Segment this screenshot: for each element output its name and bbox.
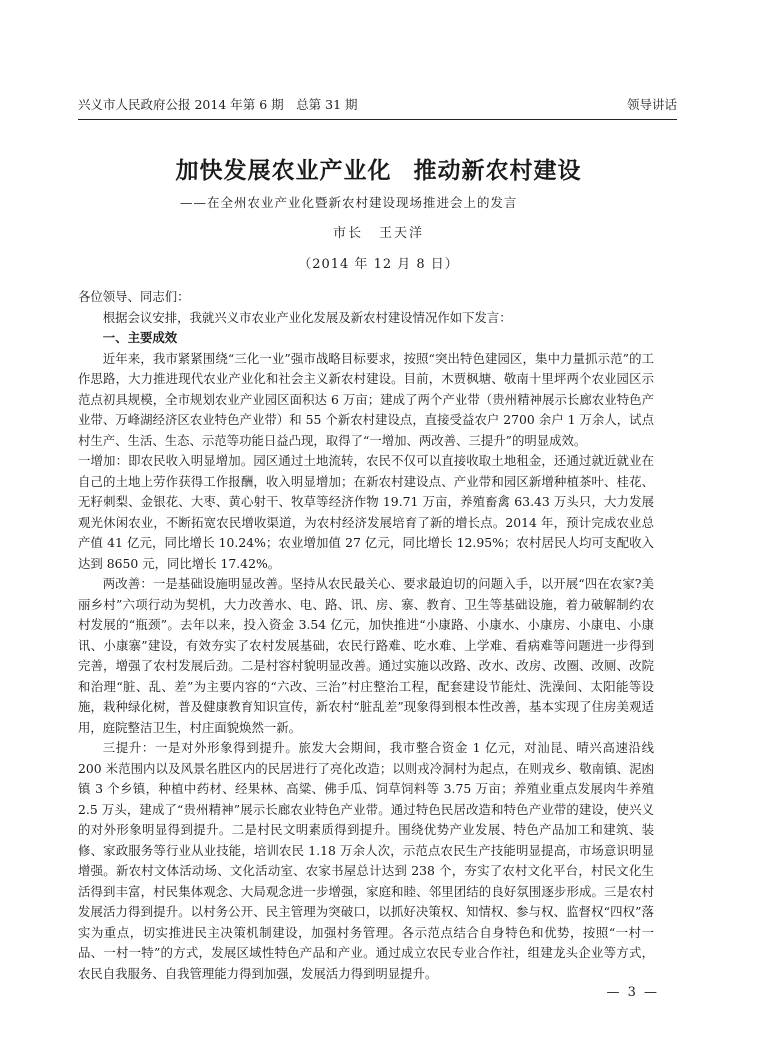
speech-date: （2014 年 12 月 8 日） — [298, 257, 459, 272]
running-header — [78, 94, 677, 114]
speaker — [0, 222, 757, 241]
header-rule — [78, 119, 677, 120]
speaker-name: 王天洋 — [379, 226, 425, 241]
intro-paragraph: 根据会议安排，我就兴义市农业产业化发展及新农村建设情况作如下发言： — [102, 309, 512, 325]
page-number: — 3 — — [606, 985, 659, 1000]
speaker-role: 市长 — [332, 226, 363, 241]
paragraph-income: 一增加：即农民收入明显增加。园区通过土地流转，农民不仅可以直接收取土地租金，还通过就近就业在自己的土地上劳作获得工作报酬，收入明显增加；在新农村建设点、产业带和园区新增种植茶叶、桂花、无籽刺梨、金银花、大枣、黄心射干、牧草等经济作物 19.71 万亩，养殖畜禽 63.43 万头只，大力发展观光休闲农业，不断拓宽农民增收渠道，为农村经济发展培育了新的增长点。2014 年，预计完成农业总产值 41 亿元，同比增长 10.24%；农业增加值 27 亿元，同比增长 12.95%；农村居民人均可支配收入达到 8650 元，同比增长 17.42%。 — [78, 453, 654, 571]
paragraph-overview: 近年来，我市紧紧围绕“三化一业”强市战略目标要求，按照“突出特色建园区，集中力量抓示范”的工作思路，大力推进现代农业产业化和社会主义新农村建设。目前，木贾枫塘、敬南十里坪两个农业园区示范点初具规模，全市规划农业产业园区面积达 6 万亩；建成了两个产业带（贵州精神展示长廊农业特色产业带、万峰湖经济区农业特色产业带）和 55 个新农村建设点，直接受益农户 2700 余户 1 万余人，试点村生产、生活、生态、示范等功能日益凸现，取得了“一增加、两改善、三提升”的明显成效。 — [78, 350, 654, 448]
paragraph-enhancements: 三提升：一是对外形象得到提升。旅发大会期间，我市整合资金 1 亿元，对汕昆、晴兴高速沿线 200 米范围内以及风景名胜区内的民居进行了亮化改造；以则戎冷洞村为起点，在则戎乡、敬南镇、泥凼镇 3 个乡镇，种植中药材、经果林、高粱、佛手瓜、饲草饲料等 3.75 万亩；养殖业重点发展肉牛养殖 2.5 万头，建成了“贵州精神”展示长廊农业特色产业带。通过特色民居改造和特色产业带的建设，使兴义的对外形象明显得到提升。二是村民文明素质得到提升。围绕优势产业发展、特色产品加工和建筑、装修、家政服务等行业从业技能，培训农民 1.18 万余人次，示范点农民生产技能明显提高，市场意识明显增强。新农村文体活动场、文化活动室、农家书屋总计达到 238 个，夯实了农村文化平台，村民文化生活得到丰富，村民集体观念、大局观念进一步增强，家庭和睦、邻里团结的良好氛围逐步形成。三是农村发展活力得到提升。以村务公开、民主管理为突破口，以抓好决策权、知情权、参与权、监督权“四权”落实为重点，切实推进民主决策机制建设，加强村务管理。各示范点结合自身特色和优势，按照“一村一品、一村一特”的方式，发展区域性特色产品和产业。通过成立农民专业合作社，组建龙头企业等方式，农民自我服务、自我管理能力得到加强，发展活力得到明显提升。 — [78, 740, 654, 981]
article-body — [78, 287, 654, 984]
title-part-2: 推动新农村建设 — [413, 158, 582, 184]
salutation: 各位领导、同志们： — [78, 289, 190, 304]
page-title — [0, 152, 757, 185]
paragraph-improvements: 两改善：一是基础设施明显改善。坚持从农民最关心、要求最迫切的问题入手，以开展“四在农家?美丽乡村”六项行动为契机，大力改善水、电、路、讯、房、寨、教育、卫生等基础设施，着力破解制约农村发展的“瓶颈”。去年以来，投入资金 3.54 亿元，加快推进“小康路、小康水、小康房、小康电、小康讯、小康寨”建设，有效夯实了农村发展基础，农民行路难、吃水难、上学难、看病难等问题进一步得到完善，增强了农村发展后劲。二是村容村貌明显改善。通过实施以改路、改水、改房、改圈、改厕、改院和治理“脏、乱、差”为主要内容的“六改、三治”村庄整治工程，配套建设节能灶、洗澡间、太阳能等设施，栽种绿化树，普及健康教育知识宣传，新农村“脏乱差”现象得到根本性改善，基本实现了住房美观适用，庭院整洁卫生，村庄面貌焕然一新。 — [78, 576, 654, 735]
subtitle: ——在全州农业产业化暨新农村建设现场推进会上的发言 — [180, 195, 518, 210]
header-publication: 兴义市人民政府公报 2014 年第 6 期 总第 31 期 — [78, 97, 358, 112]
title-part-1: 加快发展农业产业化 — [175, 158, 392, 184]
section-heading: 一、主要成效 — [102, 330, 178, 345]
header-section: 领导讲话 — [626, 97, 677, 112]
